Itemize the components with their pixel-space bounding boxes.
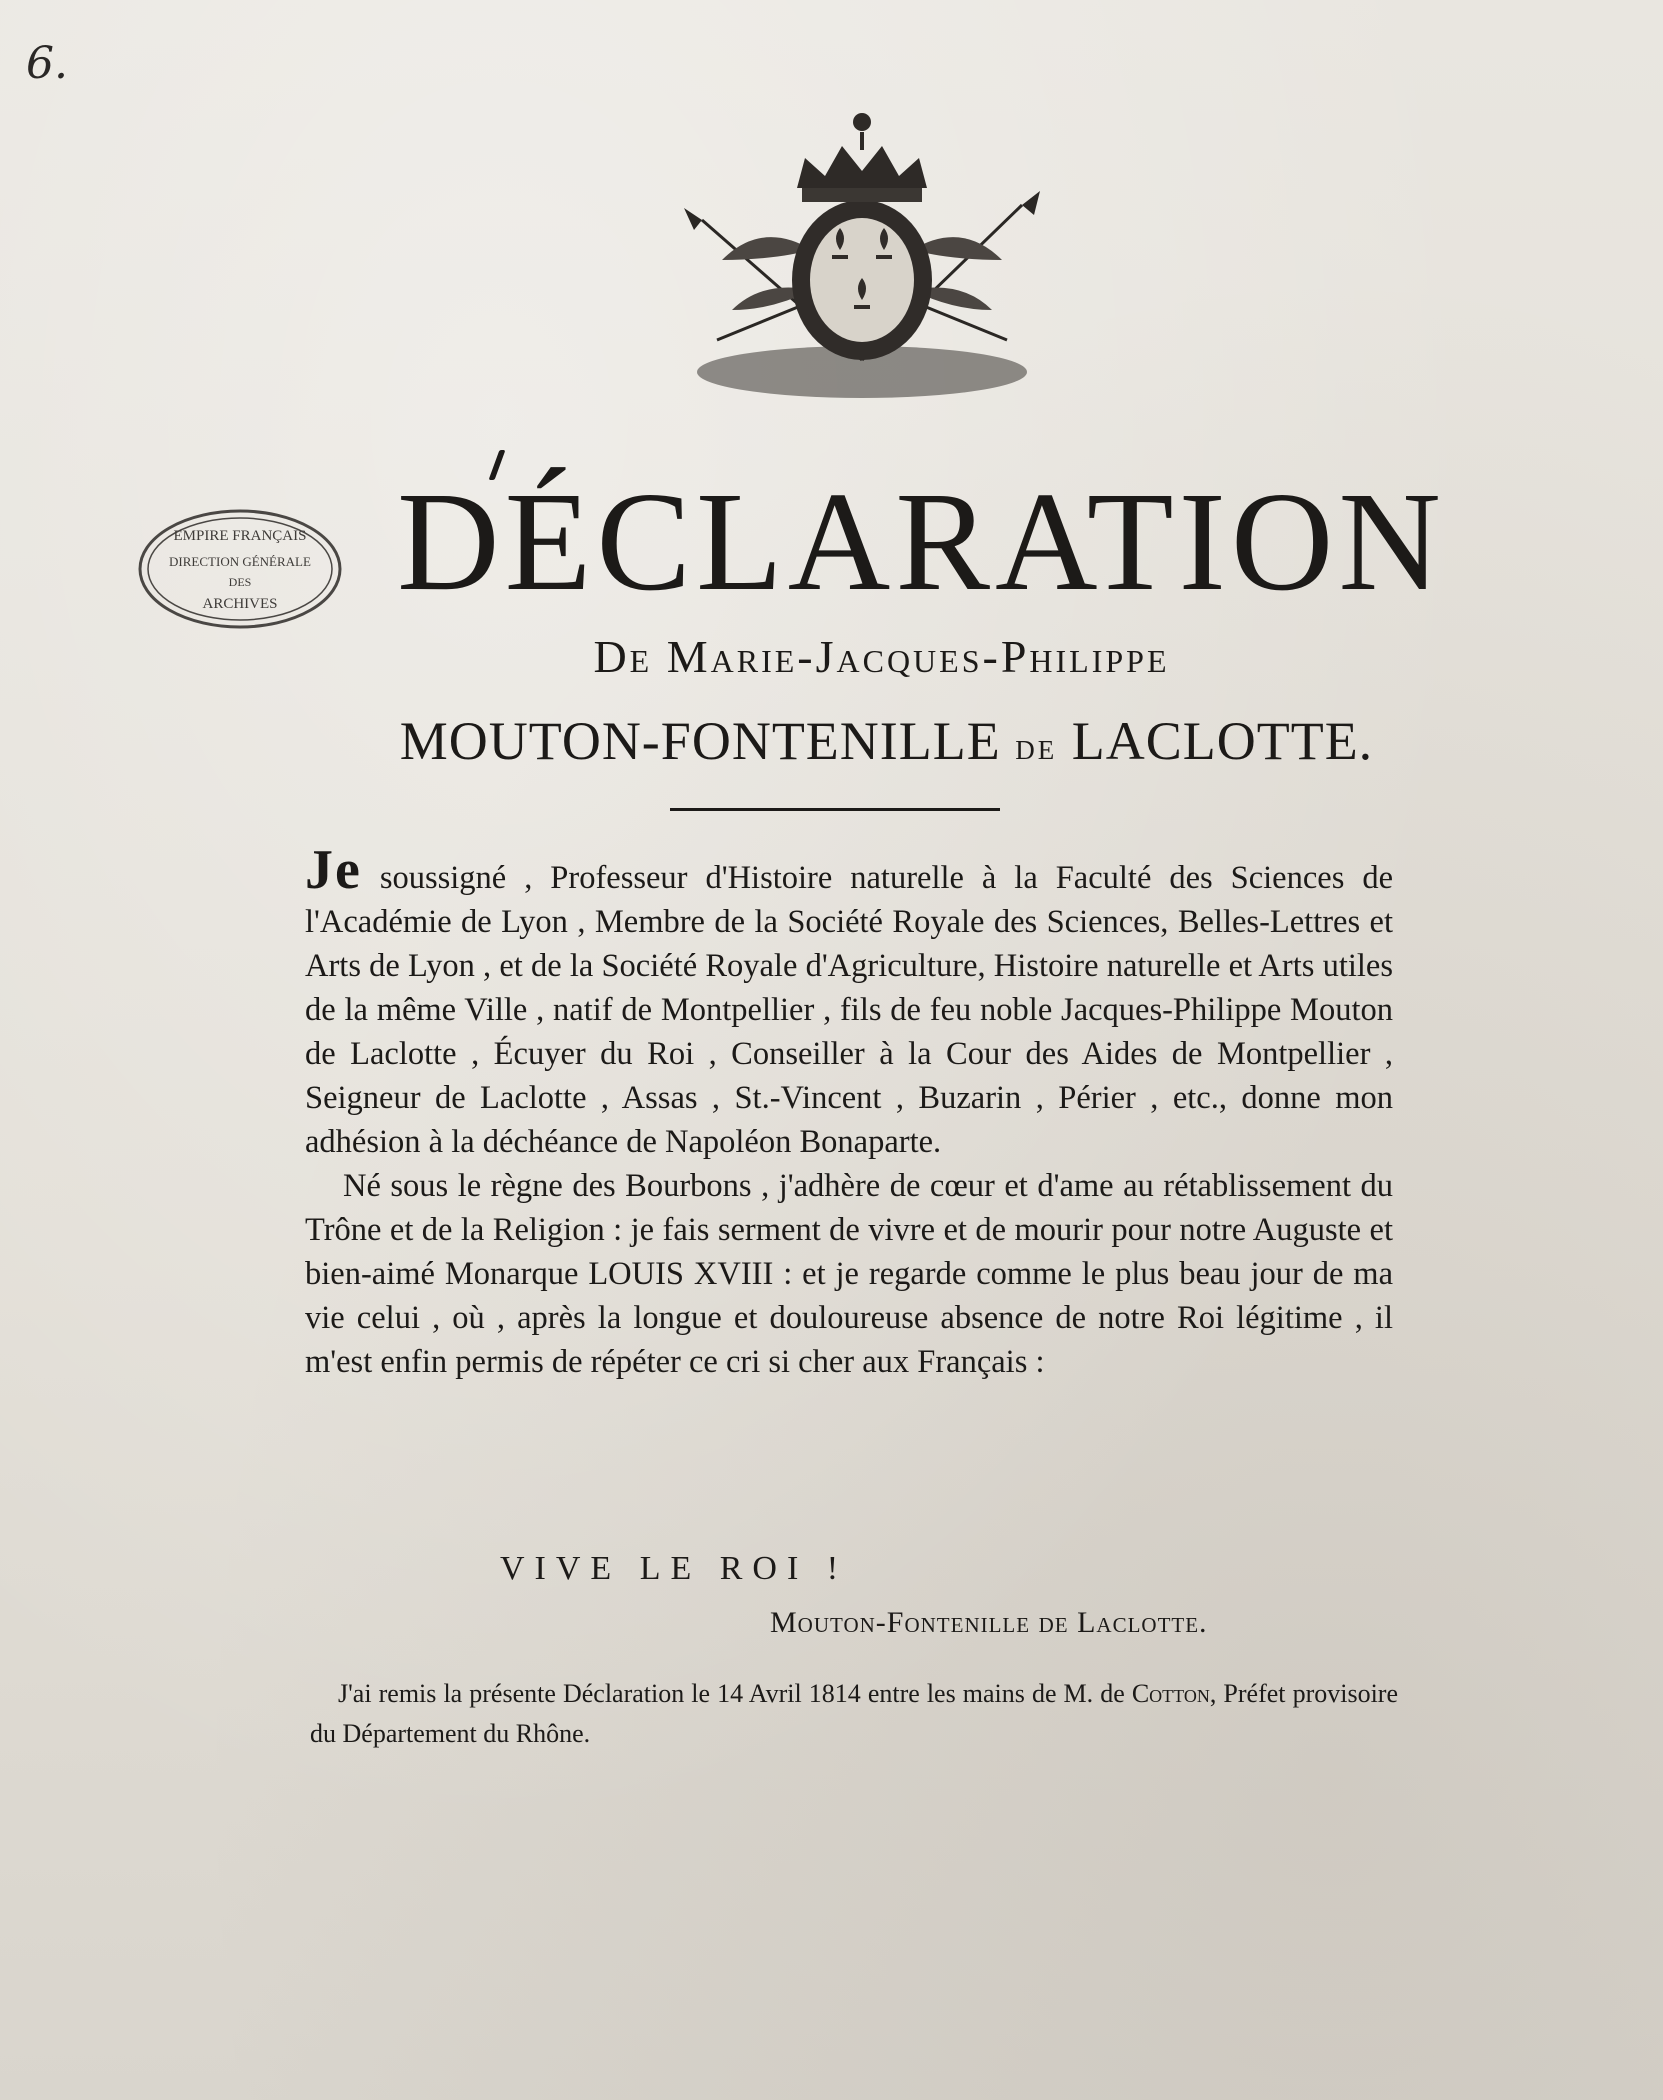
footnote	[310, 1674, 1398, 1754]
footnote-part-1: J'ai remis la présente Déclaration le 14 Avril 1814 entre les mains de M. de	[338, 1679, 1132, 1708]
stamp-line-2: DIRECTION GÉNÉRALE	[169, 554, 311, 569]
royal-coat-of-arms-emblem	[662, 110, 1062, 410]
signature: Mouton-Fontenille de Laclotte.	[770, 1606, 1208, 1639]
stamp-line-4: ARCHIVES	[202, 596, 278, 612]
footnote-prefect-name: Cotton	[1131, 1679, 1210, 1708]
document-title: DÉCLARATION	[397, 462, 1446, 620]
subtitle-surname-2: LACLOTTE.	[1071, 711, 1374, 771]
stamp-line-1: EMPIRE FRANÇAIS	[173, 528, 307, 544]
paragraph-2: Né sous le règne des Bourbons , j'adhère de cœur et d'ame au rétablissement du Trône et de la Religion : je fais serment de vivre et de mourir pour notre Auguste et bien-aimé Monarque LOUIS XVIII : et je regarde comme le plus beau jour de ma vie celui , où , après la longue et douloureuse absence de notre Roi légitime , il m'est enfin permis de répéter ce cri si cher aux Français :	[305, 1168, 1393, 1380]
subtitle-surname-1: MOUTON-FONTENILLE	[399, 711, 1001, 771]
page-number: 6.	[26, 38, 68, 89]
paragraph-1-text: soussigné , Professeur d'Histoire naturelle à la Faculté des Sciences de l'Académie de Lyon , Membre de la Société Royale des Sciences, Belles-Lettres et Arts de Lyon , et de la Société Royale d'Agriculture, Histoire naturelle et Arts utiles de la même Ville , natif de Montpellier , fils de feu noble Jacques-Philippe Mouton de Laclotte , Écuyer du Roi , Conseiller à la Cour des Aides de Montpellier , Seigneur de Laclotte , Assas , St.-Vincent , Buzarin , Périer , etc., donne mon adhésion à la déchéance de Napoléon Bonaparte.	[305, 860, 1393, 1160]
stamp-line-3: DES	[228, 575, 252, 589]
title-divider-rule	[670, 808, 1000, 811]
paragraph-1	[305, 839, 1393, 1164]
paragraph-1-initial: Je	[305, 839, 362, 901]
acclamation: VIVE LE ROI !	[500, 1550, 849, 1587]
declaration-body	[305, 839, 1393, 1384]
footnote-part-2: , Préfet provisoire du Département du Rhône.	[310, 1679, 1398, 1748]
subtitle-line-1: De Marie-Jacques-Philippe	[593, 631, 1170, 682]
subtitle-line-2	[0, 710, 1663, 772]
subtitle-particle: de	[1015, 726, 1058, 768]
